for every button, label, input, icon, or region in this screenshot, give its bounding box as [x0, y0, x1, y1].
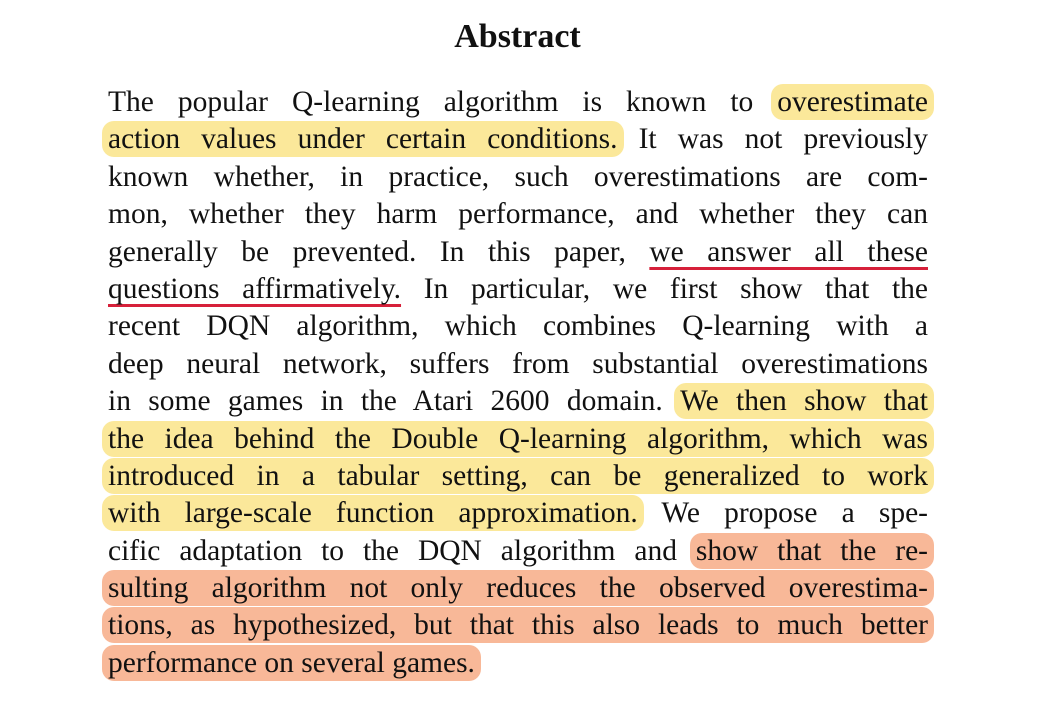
abstract-line-3: known whether, in practice, such overestimations are com- — [108, 160, 928, 193]
abstract-text: It was not previously — [638, 123, 928, 156]
yellow-highlight: action values under certain conditions. — [102, 121, 624, 157]
abstract-line-12 — [108, 495, 928, 532]
abstract-body — [108, 84, 928, 682]
abstract-line-14 — [108, 570, 928, 607]
abstract-line-11 — [108, 458, 928, 495]
abstract-line-9 — [108, 383, 928, 420]
abstract-line-1 — [108, 84, 928, 121]
abstract-title: Abstract — [454, 18, 581, 55]
red-underline: we answer all these — [649, 235, 928, 268]
abstract-line-4: mon, whether they harm performance, and whether they can — [108, 198, 928, 231]
abstract-text: cific adaptation to the DQN algorithm and — [108, 534, 677, 567]
abstract-line-6 — [108, 271, 928, 308]
orange-highlight: show that the re- — [690, 533, 934, 569]
yellow-highlight: introduced in a tabular setting, can be generalized to work — [102, 458, 934, 494]
abstract-text: The popular Q-learning algorithm is known to — [108, 86, 754, 118]
red-underline: questions affirmatively. — [108, 272, 402, 305]
abstract-line-2 — [108, 121, 928, 158]
abstract-text: in some games in the Atari 2600 domain. — [108, 385, 663, 418]
abstract-line-15 — [108, 607, 928, 644]
abstract-line-5 — [108, 234, 928, 271]
abstract-line-8: deep neural network, suffers from substantial overestimations — [108, 347, 928, 380]
yellow-highlight: We then show that — [674, 383, 934, 419]
orange-highlight: sulting algorithm not only reduces the observed overestima- — [102, 570, 934, 606]
abstract-text: In particular, we first show that the — [423, 272, 928, 305]
abstract-text: We propose a spe- — [661, 497, 928, 530]
abstract-line-13 — [108, 533, 928, 570]
abstract-text: generally be prevented. In this paper, — [108, 235, 626, 268]
yellow-highlight: overestimate — [771, 84, 934, 120]
orange-highlight: performance on several games. — [102, 645, 481, 681]
abstract-line-16 — [108, 645, 928, 682]
abstract-line-10 — [108, 421, 928, 458]
yellow-highlight: the idea behind the Double Q-learning algorithm, which was — [102, 421, 934, 457]
orange-highlight: tions, as hypothesized, but that this also leads to much better — [102, 607, 934, 643]
abstract-line-7: recent DQN algorithm, which combines Q-learning with a — [108, 310, 928, 343]
yellow-highlight: with large-scale function approximation. — [102, 495, 644, 531]
